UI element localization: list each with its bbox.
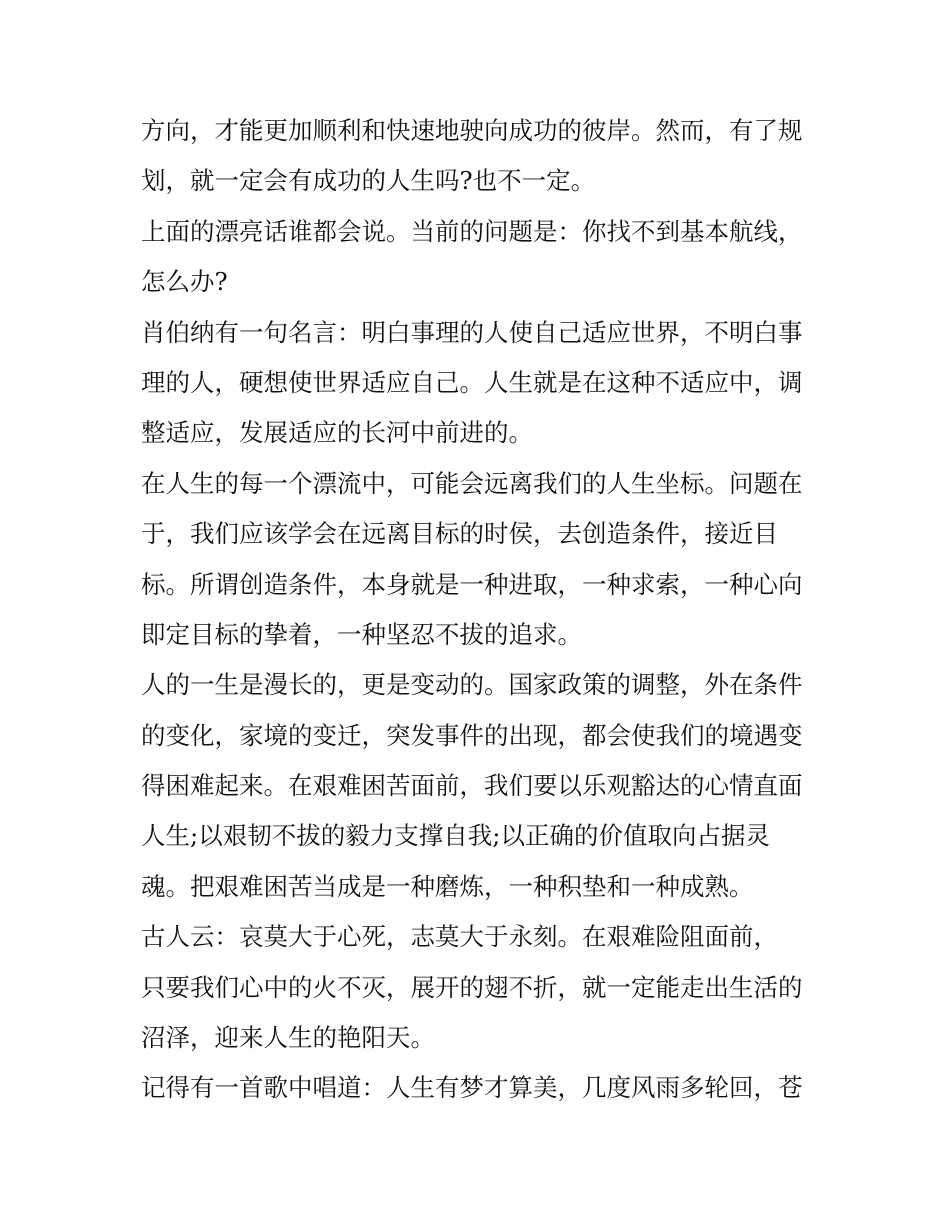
text-line: 在人生的每一个漂流中，可能会远离我们的人生坐标。问题在 [141, 468, 803, 498]
text-line: 于，我们应该学会在远离目标的时侯，去创造条件，接近目 [141, 519, 778, 549]
text-line: 标。所谓创造条件，本身就是一种进取，一种求索，一种心向 [141, 569, 803, 599]
text-line: 上面的漂亮话谁都会说。当前的问题是：你找不到基本航线， [141, 216, 803, 246]
text-line: 的变化，家境的变迁，突发事件的出现，都会使我们的境遇变 [141, 720, 803, 750]
text-line: 肖伯纳有一句名言：明白事理的人使自己适应世界，不明白事 [141, 317, 803, 347]
text-line: 整适应，发展适应的长河中前进的。 [141, 418, 533, 448]
text-line: 人的一生是漫长的，更是变动的。国家政策的调整，外在条件 [141, 670, 803, 700]
text-line: 沼泽，迎来人生的艳阳天。 [141, 1023, 435, 1053]
text-line: 只要我们心中的火不灭，展开的翅不折，就一定能走出生活的 [141, 972, 803, 1002]
body-text [141, 106, 821, 1114]
text-line: 得困难起来。在艰难困苦面前，我们要以乐观豁达的心情直面 [141, 771, 803, 801]
text-line: 魂。把艰难困苦当成是一种磨炼，一种积垫和一种成熟。 [141, 871, 754, 901]
text-line: 人生;以艰韧不拔的毅力支撑自我;以正确的价值取向占据灵 [141, 821, 771, 851]
text-line: 理的人，硬想使世界适应自己。人生就是在这种不适应中，调 [141, 367, 803, 397]
text-line: 记得有一首歌中唱道：人生有梦才算美，几度风雨多轮回，苍 [141, 1073, 803, 1103]
text-line: 划，就一定会有成功的人生吗?也不一定。 [141, 166, 596, 196]
text-line: 古人云：哀莫大于心死，志莫大于永刻。在艰难险阻面前， [141, 922, 778, 952]
text-line: 即定目标的挚着，一种坚忍不拔的追求。 [141, 619, 582, 649]
text-line: 方向，才能更加顺利和快速地驶向成功的彼岸。然而，有了规 [141, 116, 803, 145]
text-line: 怎么办? [141, 267, 228, 297]
